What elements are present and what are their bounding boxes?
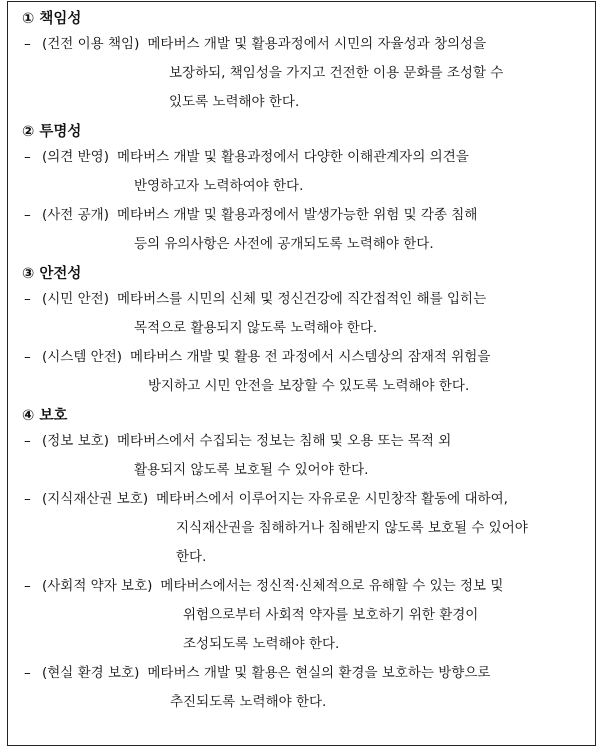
list-item — [22, 485, 597, 572]
item-text-cont: 있도록 노력해야 한다. — [169, 94, 300, 110]
item-tag: (현실 환경 보호) — [42, 665, 140, 681]
list-item — [22, 427, 597, 485]
dash-bullet: – — [24, 578, 31, 594]
section-title-protection: ④ 보호 — [22, 408, 68, 424]
item-text: 메타버스 개발 및 활용과정에서 시민의 자율성과 창의성을 — [147, 36, 487, 52]
item-text-cont: 위험으로부터 사회적 약자를 보호하기 위한 환경이 — [183, 607, 479, 623]
dash-bullet: – — [24, 36, 31, 52]
item-text: 메타버스 개발 및 활용과정에서 발생가능한 위험 및 각종 침해 — [117, 207, 478, 223]
principles-content — [22, 8, 597, 717]
item-text: 메타버스 개발 및 활용은 현실의 환경을 보호하는 방향으로 — [147, 665, 491, 681]
principles-box — [7, 1, 596, 746]
item-tag: (시스템 안전) — [42, 349, 123, 365]
item-tag: (사전 공개) — [42, 207, 109, 223]
item-tag: (정보 보호) — [42, 433, 109, 449]
item-text-cont: 등의 유의사항은 사전에 공개되도록 노력해야 한다. — [134, 236, 434, 252]
item-text-cont: 추진되도록 노력해야 한다. — [170, 694, 327, 710]
item-tag: (건전 이용 책임) — [42, 36, 140, 52]
item-text-cont: 반영하고자 노력하여야 한다. — [134, 178, 304, 194]
item-tag: (시민 안전) — [42, 291, 109, 307]
section-title-responsibility: ① 책임성 — [22, 11, 82, 27]
item-text: 메타버스 개발 및 활용 전 과정에서 시스템상의 잠재적 위험을 — [130, 349, 491, 365]
item-text-cont: 활용되지 않도록 보호될 수 있어야 한다. — [134, 462, 369, 478]
list-item — [22, 285, 597, 343]
dash-bullet: – — [24, 665, 31, 681]
item-text-cont: 지식재산권을 침해하거나 침해받지 않도록 보호될 수 있어야 — [176, 520, 528, 536]
item-text: 메타버스 개발 및 활용과정에서 다양한 이해관계자의 의견을 — [117, 149, 469, 165]
list-item — [22, 143, 597, 201]
dash-bullet: – — [24, 491, 31, 507]
item-text: 메타버스에서 이루어지는 자유로운 시민창작 활동에 대하여, — [156, 491, 508, 507]
item-tag: (지식재산권 보호) — [42, 491, 149, 507]
dash-bullet: – — [24, 291, 31, 307]
dash-bullet: – — [24, 433, 31, 449]
item-text-cont: 한다. — [176, 549, 207, 565]
item-tag: (의견 반영) — [42, 149, 109, 165]
list-item — [22, 201, 597, 259]
list-item — [22, 30, 597, 117]
dash-bullet: – — [24, 149, 31, 165]
item-tag: (사회적 약자 보호) — [42, 578, 153, 594]
dash-bullet: – — [24, 207, 31, 223]
item-text-cont: 조성되도록 노력해야 한다. — [183, 636, 340, 652]
list-item — [22, 659, 597, 717]
item-text-cont: 목적으로 활용되지 않도록 노력해야 한다. — [134, 320, 378, 336]
item-text: 메타버스에서는 정신적·신체적으로 유해할 수 있는 정보 및 — [160, 578, 504, 594]
item-text-cont: 방지하고 시민 안전을 보장할 수 있도록 노력해야 한다. — [148, 378, 470, 394]
item-text-cont: 보장하되, 책임성을 가지고 건전한 이용 문화를 조성할 수 — [169, 65, 504, 81]
list-item — [22, 572, 597, 659]
item-text: 메타버스를 시민의 신체 및 정신건강에 직간접적인 해를 입히는 — [117, 291, 487, 307]
item-text: 메타버스에서 수집되는 정보는 침해 및 오용 또는 목적 외 — [117, 433, 452, 449]
section-title-transparency: ② 투명성 — [22, 124, 82, 140]
section-title-safety: ③ 안전성 — [22, 266, 82, 282]
list-item — [22, 343, 597, 401]
dash-bullet: – — [24, 349, 31, 365]
